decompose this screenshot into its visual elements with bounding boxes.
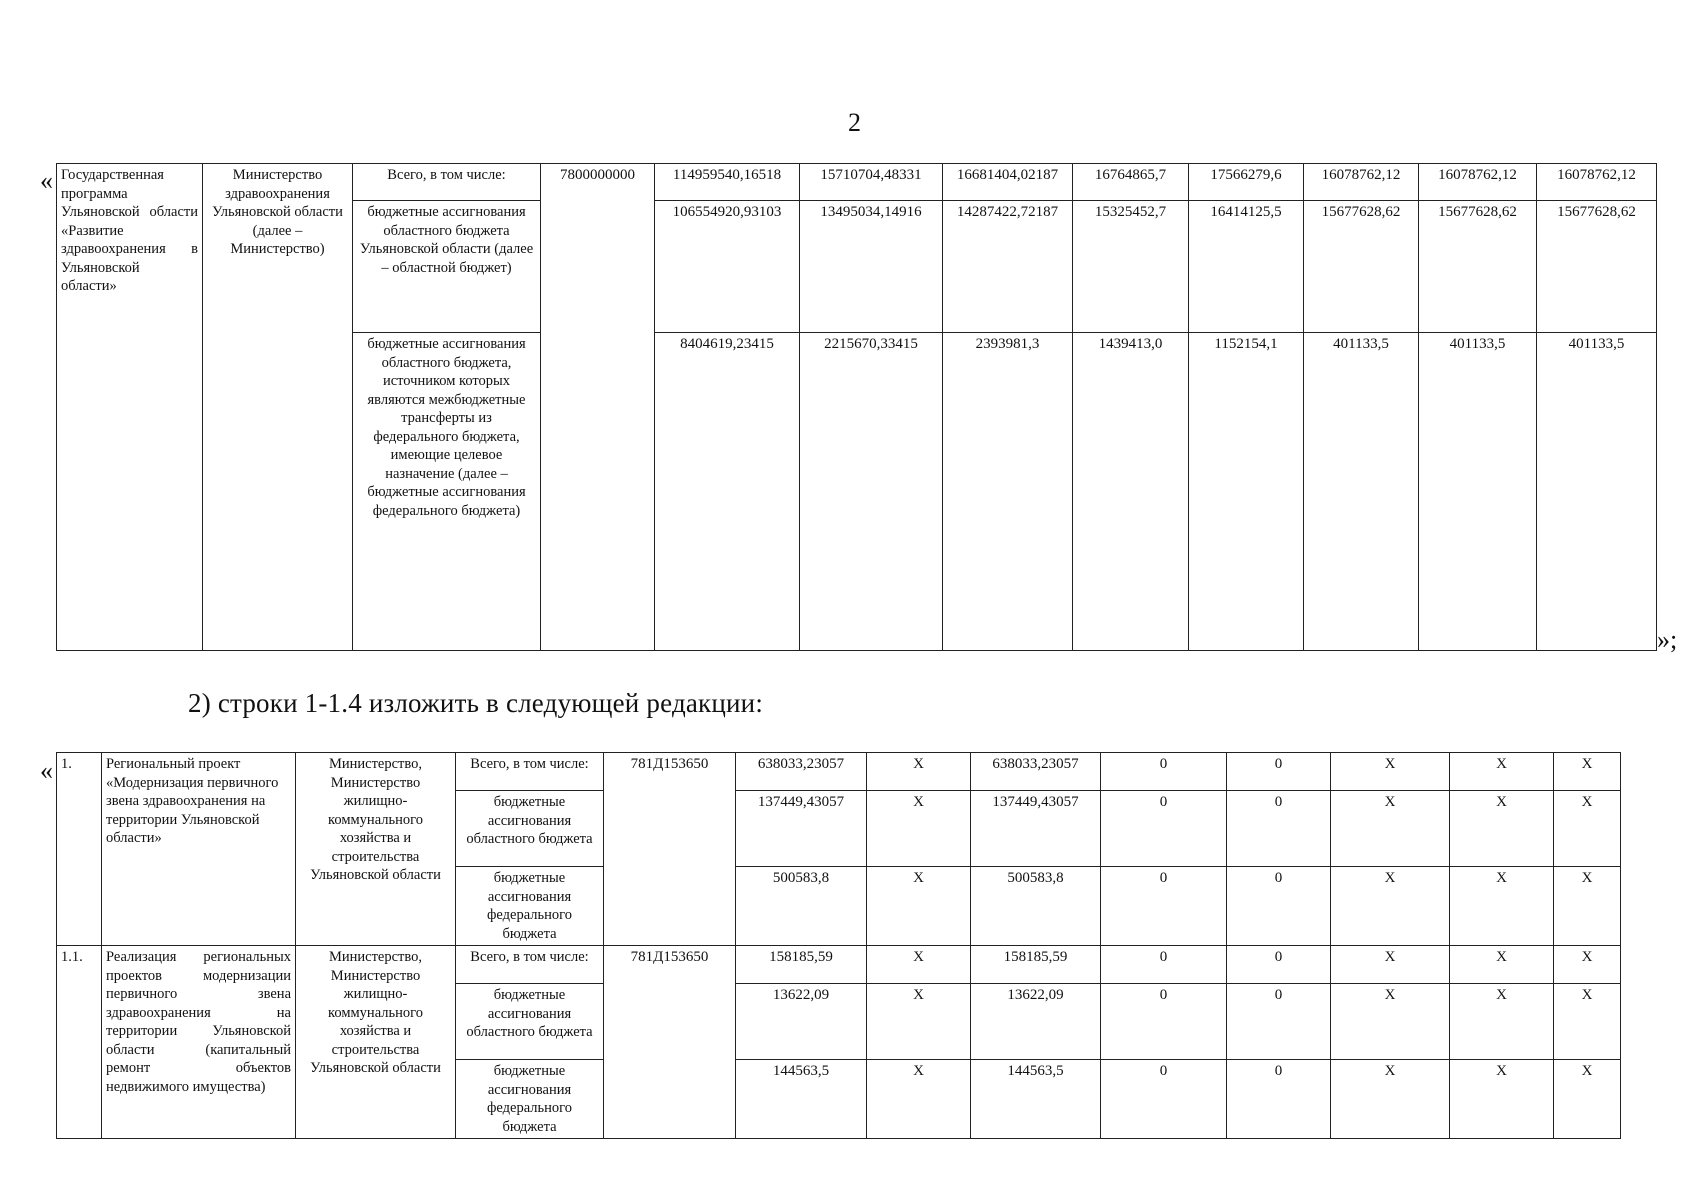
item-name: Региональный проект «Модернизация первичного звена здравоохранения на территории Ульяновской области» bbox=[102, 753, 296, 946]
value-cell: 0 bbox=[1101, 1060, 1227, 1139]
value-cell: X bbox=[867, 1060, 971, 1139]
value-cell: 158185,59 bbox=[971, 946, 1101, 984]
item-code: 781Д153650 bbox=[604, 753, 736, 946]
code-cell: 7800000000 bbox=[541, 164, 655, 651]
value-cell: 2393981,3 bbox=[943, 333, 1073, 651]
value-cell: 15710704,48331 bbox=[800, 164, 943, 201]
source-cell: Всего, в том числе: bbox=[456, 946, 604, 984]
value-cell: 0 bbox=[1101, 753, 1227, 791]
value-cell: 0 bbox=[1227, 867, 1331, 946]
value-cell: 0 bbox=[1227, 1060, 1331, 1139]
value-cell: 0 bbox=[1227, 753, 1331, 791]
regional-project-table bbox=[56, 752, 1621, 1139]
value-cell: 106554920,93103 bbox=[655, 201, 800, 333]
value-cell: 14287422,72187 bbox=[943, 201, 1073, 333]
source-cell: бюджетные ассигнования федерального бюджета bbox=[456, 867, 604, 946]
item-code: 781Д153650 bbox=[604, 946, 736, 1139]
amendment-paragraph: 2) строки 1-1.4 изложить в следующей редакции: bbox=[188, 688, 764, 718]
value-cell: X bbox=[1450, 946, 1554, 984]
value-cell: 17566279,6 bbox=[1189, 164, 1304, 201]
value-cell: 16681404,02187 bbox=[943, 164, 1073, 201]
value-cell: 0 bbox=[1227, 791, 1331, 867]
value-cell: 16414125,5 bbox=[1189, 201, 1304, 333]
opening-quote-2: « bbox=[40, 756, 53, 785]
value-cell: X bbox=[1554, 984, 1621, 1060]
value-cell: X bbox=[1450, 753, 1554, 791]
item-responsible: Министерство, Министерство жилищно-коммунального хозяйства и строительства Ульяновской области bbox=[296, 946, 456, 1139]
value-cell: 158185,59 bbox=[736, 946, 867, 984]
value-cell: X bbox=[1554, 753, 1621, 791]
value-cell: X bbox=[1331, 1060, 1450, 1139]
value-cell: 16078762,12 bbox=[1304, 164, 1419, 201]
value-cell: 16764865,7 bbox=[1073, 164, 1189, 201]
value-cell: X bbox=[1331, 867, 1450, 946]
value-cell: 16078762,12 bbox=[1537, 164, 1657, 201]
value-cell: 401133,5 bbox=[1304, 333, 1419, 651]
value-cell: X bbox=[1554, 1060, 1621, 1139]
item-number: 1. bbox=[57, 753, 102, 946]
item-number: 1.1. bbox=[57, 946, 102, 1139]
value-cell: 15677628,62 bbox=[1304, 201, 1419, 333]
value-cell: X bbox=[1331, 791, 1450, 867]
source-cell: бюджетные ассигнования областного бюджета bbox=[456, 791, 604, 867]
value-cell: X bbox=[1331, 946, 1450, 984]
value-cell: 114959540,16518 bbox=[655, 164, 800, 201]
value-cell: 13622,09 bbox=[971, 984, 1101, 1060]
program-name-cell: Государственная программа Ульяновской области «Развитие здравоохранения в Ульяновской области» bbox=[57, 164, 203, 651]
value-cell: X bbox=[1331, 984, 1450, 1060]
value-cell: X bbox=[867, 867, 971, 946]
value-cell: 137449,43057 bbox=[971, 791, 1101, 867]
source-cell: Всего, в том числе: bbox=[456, 753, 604, 791]
value-cell: X bbox=[867, 753, 971, 791]
value-cell: 13495034,14916 bbox=[800, 201, 943, 333]
page-number: 2 bbox=[848, 108, 861, 137]
closing-quote: »; bbox=[1657, 625, 1678, 654]
source-cell: Всего, в том числе: bbox=[353, 164, 541, 201]
value-cell: 638033,23057 bbox=[971, 753, 1101, 791]
value-cell: 15677628,62 bbox=[1419, 201, 1537, 333]
value-cell: X bbox=[1450, 791, 1554, 867]
value-cell: 2215670,33415 bbox=[800, 333, 943, 651]
value-cell: 401133,5 bbox=[1537, 333, 1657, 651]
item-responsible: Министерство, Министерство жилищно-коммунального хозяйства и строительства Ульяновской области bbox=[296, 753, 456, 946]
value-cell: X bbox=[1450, 867, 1554, 946]
program-funding-table bbox=[56, 163, 1657, 651]
value-cell: 0 bbox=[1101, 791, 1227, 867]
value-cell: 137449,43057 bbox=[736, 791, 867, 867]
value-cell: 1152154,1 bbox=[1189, 333, 1304, 651]
value-cell: X bbox=[1554, 946, 1621, 984]
source-cell: бюджетные ассигнования областного бюджета bbox=[456, 984, 604, 1060]
source-cell: бюджетные ассигнования федерального бюджета bbox=[456, 1060, 604, 1139]
value-cell: X bbox=[1450, 1060, 1554, 1139]
item-name: Реализация региональных проектов модернизации первичного звена здравоохранения на территории Ульяновской области (капитальный ремонт объектов недвижимого имущества) bbox=[102, 946, 296, 1139]
value-cell: 1439413,0 bbox=[1073, 333, 1189, 651]
value-cell: 144563,5 bbox=[971, 1060, 1101, 1139]
opening-quote: « bbox=[40, 166, 53, 195]
value-cell: X bbox=[867, 791, 971, 867]
value-cell: 15325452,7 bbox=[1073, 201, 1189, 333]
value-cell: X bbox=[867, 946, 971, 984]
value-cell: 0 bbox=[1227, 984, 1331, 1060]
value-cell: X bbox=[1331, 753, 1450, 791]
value-cell: 15677628,62 bbox=[1537, 201, 1657, 333]
value-cell: 16078762,12 bbox=[1419, 164, 1537, 201]
value-cell: X bbox=[1554, 867, 1621, 946]
value-cell: 8404619,23415 bbox=[655, 333, 800, 651]
responsible-cell: Министерство здравоохранения Ульяновской области (далее – Министерство) bbox=[203, 164, 353, 651]
value-cell: X bbox=[1450, 984, 1554, 1060]
value-cell: 0 bbox=[1101, 984, 1227, 1060]
value-cell: 13622,09 bbox=[736, 984, 867, 1060]
value-cell: 0 bbox=[1101, 867, 1227, 946]
value-cell: 638033,23057 bbox=[736, 753, 867, 791]
source-cell: бюджетные ассигнования областного бюджета, источником которых являются межбюджетные трансферты из федерального бюджета, имеющие целевое назначение (далее – бюджетные ассигнования федерального бюджета) bbox=[353, 333, 541, 651]
value-cell: 500583,8 bbox=[736, 867, 867, 946]
value-cell: 0 bbox=[1227, 946, 1331, 984]
value-cell: 401133,5 bbox=[1419, 333, 1537, 651]
value-cell: X bbox=[867, 984, 971, 1060]
value-cell: 144563,5 bbox=[736, 1060, 867, 1139]
source-cell: бюджетные ассигнования областного бюджета Ульяновской области (далее – областной бюджет) bbox=[353, 201, 541, 333]
value-cell: 0 bbox=[1101, 946, 1227, 984]
value-cell: 500583,8 bbox=[971, 867, 1101, 946]
value-cell: X bbox=[1554, 791, 1621, 867]
